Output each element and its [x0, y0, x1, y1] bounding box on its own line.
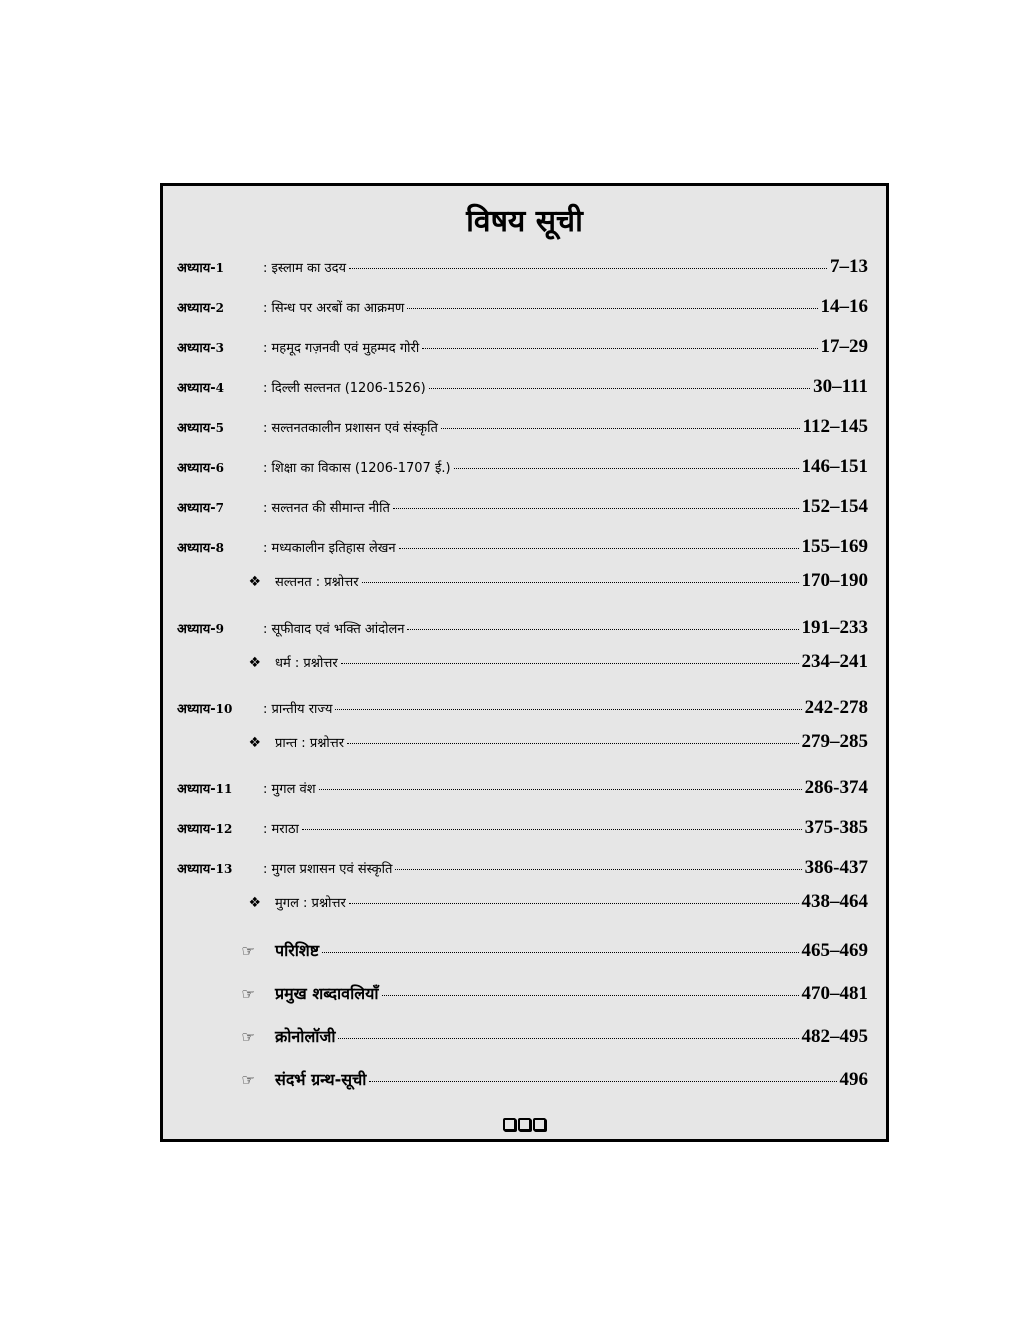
page-range: 375-385: [804, 817, 868, 838]
dot-leader: [349, 268, 827, 269]
dot-leader: [302, 829, 802, 830]
chapter-number: 12: [215, 822, 233, 836]
page-range: 14–16: [820, 296, 868, 317]
dot-leader: [319, 789, 802, 790]
dot-leader: [347, 743, 798, 744]
toc-entry: [177, 777, 868, 805]
pointing-hand-icon: ☞: [241, 942, 255, 960]
toc-entry: [177, 982, 868, 1010]
dot-leader: [362, 582, 799, 583]
dot-leader: [407, 308, 817, 309]
page-range: 386-437: [804, 857, 868, 878]
diamond-bullet-icon: ❖: [248, 574, 261, 590]
page-title: विषय सूची: [466, 204, 583, 239]
entry-title: : सिन्ध पर अरबों का आक्रमण: [263, 301, 405, 316]
chapter-prefix: अध्याय-: [177, 862, 216, 877]
toc-entry: [177, 570, 868, 598]
page-range: 152–154: [801, 496, 868, 517]
ornament-square-icon: [533, 1118, 546, 1131]
chapter-prefix: अध्याय-: [177, 301, 216, 316]
chapter-prefix: अध्याय-: [177, 702, 216, 717]
pointing-hand-icon: ☞: [241, 985, 255, 1003]
chapter-label: [177, 458, 263, 476]
toc-entry: [177, 617, 868, 645]
dot-leader: [349, 903, 799, 904]
entry-title: : मध्यकालीन इतिहास लेखन: [263, 541, 396, 556]
entry-title: : सूफीवाद एवं भक्ति आंदोलन: [263, 622, 405, 637]
dot-leader: [454, 468, 799, 469]
chapter-prefix: अध्याय-: [177, 261, 216, 276]
chapter-number: 10: [215, 702, 233, 716]
dot-leader: [399, 548, 799, 549]
chapter-prefix: अध्याय-: [177, 501, 216, 516]
chapter-number: 1: [215, 261, 225, 275]
dot-leader: [429, 388, 810, 389]
entry-title: मुगल : प्रश्नोत्तर: [275, 896, 346, 911]
toc-entry: [177, 536, 868, 564]
dot-leader: [322, 952, 798, 953]
entry-title: : सल्तनत की सीमान्त नीति: [263, 501, 390, 516]
dot-leader: [369, 1081, 836, 1082]
dot-leader: [407, 629, 798, 630]
chapter-number: 8: [215, 541, 225, 555]
toc-list: [163, 186, 886, 1139]
entry-title: : सल्तनतकालीन प्रशासन एवं संस्कृति: [263, 421, 438, 436]
entry-title: : प्रान्तीय राज्य: [263, 702, 333, 717]
entry-title: : मुगल प्रशासन एवं संस्कृति: [263, 862, 393, 877]
chapter-number: 13: [215, 862, 233, 876]
dot-leader: [341, 663, 799, 664]
toc-entry: [177, 376, 868, 404]
chapter-label: [177, 378, 263, 396]
toc-entry: [177, 731, 868, 759]
page-range: 17–29: [820, 336, 868, 357]
page-range: 465–469: [801, 940, 868, 961]
page-range: 438–464: [801, 891, 868, 912]
page-range: 30–111: [813, 376, 868, 397]
page-range: 286-374: [804, 777, 868, 798]
page-range: 170–190: [801, 570, 868, 591]
chapter-number: 11: [215, 782, 233, 796]
page-range: 191–233: [801, 617, 868, 638]
chapter-prefix: अध्याय-: [177, 461, 216, 476]
entry-title: धर्म : प्रश्नोत्तर: [275, 656, 338, 671]
entry-title: : इस्लाम का उदय: [263, 261, 347, 276]
diamond-bullet-icon: ❖: [248, 895, 261, 911]
chapter-number: 4: [215, 381, 225, 395]
toc-entry: [177, 296, 868, 324]
entry-title: क्रोनोलॉजी: [275, 1027, 336, 1046]
entry-title: परिशिष्ट: [275, 941, 320, 960]
chapter-label: [177, 298, 263, 316]
toc-entry: [177, 697, 868, 725]
chapter-prefix: अध्याय-: [177, 541, 216, 556]
page-range: 7–13: [830, 256, 868, 277]
toc-entry: [177, 256, 868, 284]
dot-leader: [335, 709, 801, 710]
chapter-label: [177, 258, 263, 276]
entry-title: संदर्भ ग्रन्थ-सूची: [275, 1070, 367, 1089]
diamond-bullet-icon: ❖: [248, 655, 261, 671]
entry-title: प्रान्त : प्रश्नोत्तर: [275, 736, 345, 751]
chapter-label: [177, 779, 263, 797]
page-range: 470–481: [801, 983, 868, 1004]
toc-entry: [177, 939, 868, 967]
dot-leader: [395, 869, 801, 870]
chapter-prefix: अध्याय-: [177, 622, 216, 637]
dot-leader: [382, 995, 799, 996]
chapter-number: 3: [215, 341, 225, 355]
end-ornament-icon: [163, 1118, 886, 1135]
ornament-square-icon: [518, 1118, 531, 1131]
pointing-hand-icon: ☞: [241, 1071, 255, 1089]
chapter-number: 5: [215, 421, 225, 435]
entry-title: : मराठा: [263, 822, 299, 837]
page-range: 155–169: [801, 536, 868, 557]
ornament-square-icon: [503, 1118, 516, 1131]
toc-entry: [177, 456, 868, 484]
toc-entry: [177, 496, 868, 524]
chapter-label: [177, 819, 263, 837]
chapter-number: 6: [215, 461, 225, 475]
toc-entry: [177, 817, 868, 845]
toc-entry: [177, 336, 868, 364]
toc-entry: [177, 651, 868, 679]
chapter-label: [177, 538, 263, 556]
entry-title: : मुगल वंश: [263, 782, 316, 797]
chapter-number: 7: [215, 501, 225, 515]
entry-title: : दिल्ली सल्तनत (1206-1526): [263, 381, 426, 396]
chapter-number: 2: [215, 301, 225, 315]
toc-entry: [177, 1025, 868, 1053]
pointing-hand-icon: ☞: [241, 1028, 255, 1046]
page-range: 242-278: [804, 697, 868, 718]
chapter-label: [177, 498, 263, 516]
entry-title: सल्तनत : प्रश्नोत्तर: [275, 575, 359, 590]
entry-title: : महमूद गज़नवी एवं मुहम्मद गोरी: [263, 341, 420, 356]
dot-leader: [393, 508, 799, 509]
page-range: 496: [839, 1069, 868, 1090]
page-range: 112–145: [802, 416, 868, 437]
page-range: 279–285: [801, 731, 868, 752]
chapter-prefix: अध्याय-: [177, 341, 216, 356]
chapter-label: [177, 418, 263, 436]
dot-leader: [441, 428, 800, 429]
chapter-prefix: अध्याय-: [177, 822, 216, 837]
chapter-number: 9: [215, 622, 225, 636]
toc-entry: [177, 1068, 868, 1096]
chapter-label: [177, 619, 263, 637]
chapter-prefix: अध्याय-: [177, 381, 216, 396]
chapter-label: [177, 699, 263, 717]
chapter-label: [177, 859, 263, 877]
entry-title: : शिक्षा का विकास (1206-1707 ई.): [263, 461, 451, 476]
chapter-label: [177, 338, 263, 356]
page-range: 482–495: [801, 1026, 868, 1047]
chapter-prefix: अध्याय-: [177, 421, 216, 436]
chapter-prefix: अध्याय-: [177, 782, 216, 797]
dot-leader: [422, 348, 817, 349]
page-range: 234–241: [801, 651, 868, 672]
dot-leader: [338, 1038, 798, 1039]
toc-entry: [177, 891, 868, 919]
diamond-bullet-icon: ❖: [248, 735, 261, 751]
table-of-contents-box: [160, 183, 889, 1142]
toc-entry: [177, 416, 868, 444]
entry-title: प्रमुख शब्दावलियाँ: [275, 984, 379, 1003]
toc-entry: [177, 857, 868, 885]
page-range: 146–151: [801, 456, 868, 477]
